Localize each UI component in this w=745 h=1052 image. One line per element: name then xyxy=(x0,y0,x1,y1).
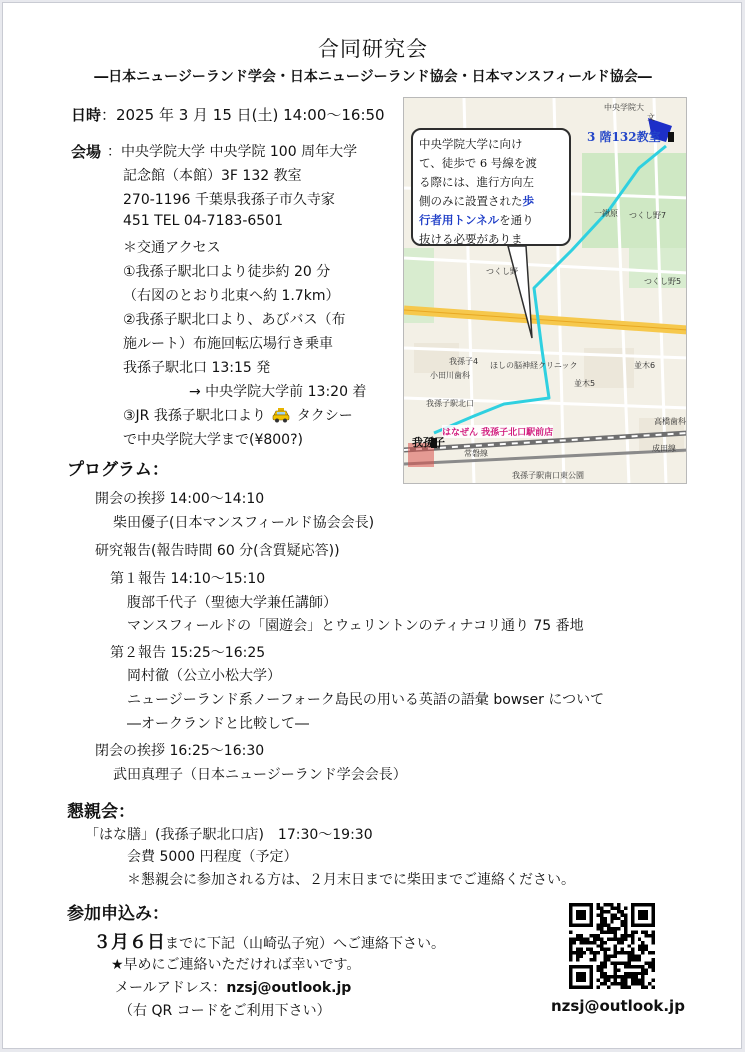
map-shop-label: はなぜん 我孫子北口駅前店 xyxy=(442,425,553,438)
map-place-tsukushino7: つくし野7 xyxy=(629,211,667,220)
bubble-highlight-2: 行者用トンネル xyxy=(419,213,500,227)
email-label: メールアドレス： xyxy=(115,980,227,996)
map-place-joban-line: 常磐線 xyxy=(464,449,488,458)
map-place-odagawa: 小田川歯科 xyxy=(430,371,470,380)
report1-time: 第１報告 14:10～15:10 xyxy=(110,571,266,587)
walking-note-bubble xyxy=(411,128,571,246)
bubble-line-1: 中央学院大学に向け xyxy=(419,137,523,151)
map-place-takahashi: 高橋歯科 xyxy=(654,417,686,426)
access-taxi-dest: で中央学院大学まで(¥800?) xyxy=(123,432,303,448)
venue-line-2: 記念館（本館）3F 132 教室 xyxy=(123,168,302,184)
page-title: 合同研究会 xyxy=(318,37,428,61)
venue-line-1: ：中央学院大学 中央学院 100 周年大学 xyxy=(107,144,358,160)
registration-deadline xyxy=(93,928,445,954)
access-bus-4: → 中央学院大学前 13:20 着 xyxy=(189,384,367,400)
page-subtitle: ―日本ニュージーランド学会・日本ニュージーランド協会・日本マンスフィールド協会― xyxy=(94,69,652,85)
map-place-namiki5: 並木5 xyxy=(574,379,596,388)
early-note: ★早めにご連絡いただければ幸いです。 xyxy=(111,957,361,973)
map-place-university: 中央学院大 xyxy=(604,103,644,112)
social-place-time: 「はな膳」(我孫子駅北口店) 17:30～19:30 xyxy=(85,827,373,843)
access-heading: ＊交通アクセス xyxy=(123,240,221,256)
map-place-ikkuwahara: 一鍬原 xyxy=(594,209,618,218)
report2-topic: ニュージーランド系ノーフォーク島民の用いる英語の語彙 bowser について xyxy=(127,692,605,708)
access-taxi-word: タクシー xyxy=(296,408,353,424)
map-place-abiko4: 我孫子4 xyxy=(449,357,479,366)
access-bus-3: 我孫子駅北口 13:15 発 xyxy=(123,360,271,376)
registration-heading: 参加申込み： xyxy=(67,904,169,924)
bubble-line-2: て、徒歩で 6 号線を渡 xyxy=(419,156,537,170)
flyer-page xyxy=(2,2,742,1049)
report1-topic: マンスフィールドの「園遊会」とウェリントンのティナコリ通り 75 番地 xyxy=(127,618,584,634)
bubble-line-4: 側のみに設置された xyxy=(419,194,523,208)
map-place-clinic: ほしの脳神経クリニック xyxy=(490,361,578,370)
venue-label: 会場 xyxy=(71,143,102,161)
bubble-highlight-1: 歩 xyxy=(522,194,534,208)
email-address[interactable]: nzsj@outlook.jp xyxy=(226,980,352,996)
access-walk: ①我孫子駅北口より徒歩約 20 分 xyxy=(123,264,331,280)
bubble-line-7: 抜ける必要がありま xyxy=(419,232,523,246)
map-place-tsukushino5: つくし野5 xyxy=(644,277,682,286)
access-bus-2: 施ルート）布施回転広場行き乗車 xyxy=(123,336,333,352)
access-walk-note: （右図のとおり北東へ約 1.7km） xyxy=(123,288,340,304)
map-station-label: 我孫子 xyxy=(412,436,445,449)
date-label: 日時 xyxy=(71,106,102,124)
program-heading: プログラム： xyxy=(67,460,169,480)
email-line xyxy=(115,977,351,997)
date-line xyxy=(71,104,385,125)
social-note: ＊懇親会に参加される方は、２月末日までに柴田までご連絡ください。 xyxy=(127,872,575,888)
bubble-line-3: る際には、進行方向左 xyxy=(419,175,534,189)
access-taxi-text: ③JR 我孫子駅北口より xyxy=(123,408,266,424)
map-place-narita-line: 成田線 xyxy=(652,444,676,453)
access-taxi-line xyxy=(123,405,353,427)
reports-title: 研究報告(報告時間 60 分(含質疑応答)) xyxy=(95,543,340,559)
venue-line-4: 451 TEL 04-7183-6501 xyxy=(123,213,283,229)
deadline-date: ３月６日 xyxy=(93,932,165,953)
deadline-text: までに下記（山崎弘子宛）へご連絡下さい。 xyxy=(165,936,445,952)
qr-code[interactable] xyxy=(569,903,655,989)
map-place-abiko-north: 我孫子駅北口 xyxy=(426,399,474,408)
report1-speaker: 腹部千代子（聖徳大学兼任講師） xyxy=(127,595,337,611)
opening-speaker: 柴田優子(日本マンスフィールド協会会長) xyxy=(113,515,375,531)
closing-title: 閉会の挨拶 16:25～16:30 xyxy=(95,743,265,759)
venue-line-3: 270-1196 千葉県我孫子市久寺家 xyxy=(123,192,335,208)
map-room-label: 3 階132教室 xyxy=(587,130,661,144)
access-bus-1: ②我孫子駅北口より、あびバス（布 xyxy=(123,312,346,328)
map-place-school-symbol: 文 xyxy=(647,113,655,122)
social-heading: 懇親会： xyxy=(67,802,135,822)
access-map xyxy=(403,97,687,484)
report2-time: 第２報告 15:25～16:25 xyxy=(110,645,266,661)
qr-code-graphic xyxy=(569,903,655,989)
taxi-icon xyxy=(272,408,290,427)
map-place-namiki6: 並木6 xyxy=(634,361,656,370)
date-value: ：2025 年 3 月 15 日(土) 14:00～16:50 xyxy=(101,106,385,124)
report2-speaker: 岡村徹（公立小松大学） xyxy=(127,668,281,684)
report2-subtopic: ―オークランドと比較して― xyxy=(127,716,309,732)
map-place-south-park: 我孫子駅南口東公園 xyxy=(512,471,584,480)
map-place-tsukushino: つくし野 xyxy=(486,267,518,276)
qr-note: （右 QR コードをご利用下さい） xyxy=(119,1003,331,1019)
qr-email: nzsj@outlook.jp xyxy=(551,997,685,1015)
closing-speaker: 武田真理子（日本ニュージーランド学会会長） xyxy=(113,767,407,783)
opening-title: 開会の挨拶 14:00～14:10 xyxy=(95,491,265,507)
social-fee: 会費 5000 円程度（予定） xyxy=(127,849,298,865)
bubble-line-6: を通り xyxy=(499,213,534,227)
